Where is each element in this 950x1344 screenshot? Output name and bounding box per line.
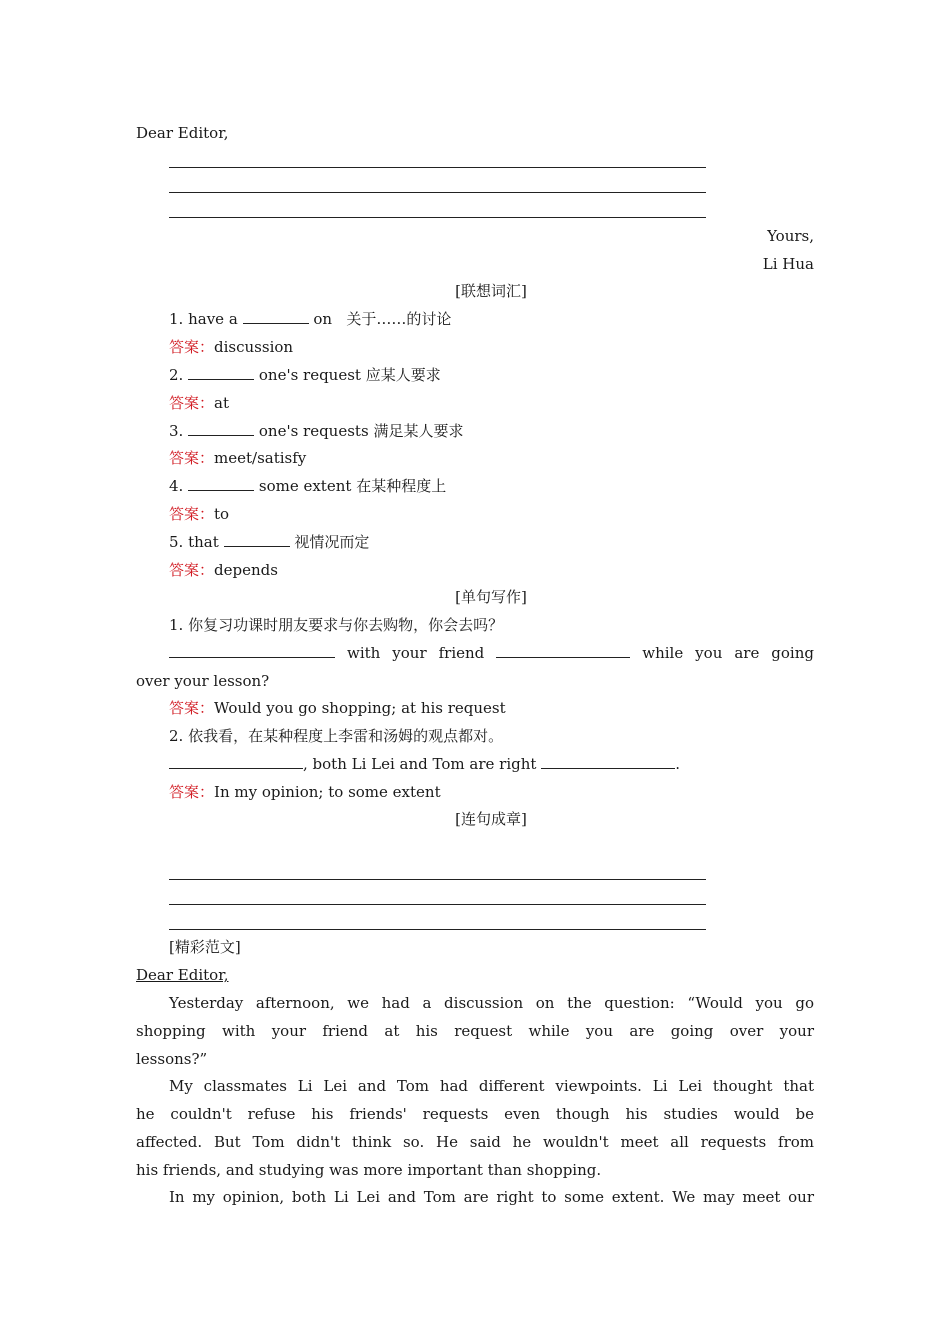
sentence-prompt-1: 1. 你复习功课时朋友要求与你去购物，你会去吗？ xyxy=(169,616,504,634)
section-title-model: [精彩范文] xyxy=(169,938,241,956)
fill-blank xyxy=(169,754,303,769)
writing-line xyxy=(169,879,706,880)
sentence-answer-1: 答案：Would you go shopping; at his request xyxy=(169,699,506,717)
sentence-answer-2: 答案：In my opinion; to some extent xyxy=(169,783,441,801)
vocab-answer-2: 答案：at xyxy=(169,394,229,412)
writing-line xyxy=(169,167,706,168)
model-paragraph-1-line: Yesterday afternoon, we had a discussion on the question: “Would you go xyxy=(169,994,814,1012)
writing-line xyxy=(169,929,706,930)
fill-blank xyxy=(169,643,335,658)
model-paragraph-3-line: In my opinion, both Li Lei and Tom are right to some extent. We may meet our xyxy=(169,1188,814,1206)
fill-blank xyxy=(496,643,630,658)
fill-blank xyxy=(188,365,254,380)
fill-blank xyxy=(541,754,675,769)
vocab-item-5: 5. that 视情况而定 xyxy=(169,533,370,551)
model-greeting: Dear Editor, xyxy=(136,966,229,984)
writing-line xyxy=(169,192,706,193)
model-paragraph-2-line: affected. But Tom didn't think so. He said he wouldn't meet all requests from xyxy=(136,1133,814,1151)
fill-blank xyxy=(188,421,254,436)
vocab-answer-4: 答案：to xyxy=(169,505,230,523)
vocab-item-1: 1. have a on 关于……的讨论 xyxy=(169,310,452,328)
sentence-line-1-cont: over your lesson? xyxy=(136,672,270,690)
model-paragraph-2-line: he couldn't refuse his friends' requests even though his studies would be xyxy=(136,1105,814,1123)
writing-line xyxy=(169,904,706,905)
model-paragraph-1-line: shopping with your friend at his request while you are going over your xyxy=(136,1022,814,1040)
writing-line xyxy=(169,217,706,218)
letter-closing: Yours, xyxy=(767,227,814,245)
vocab-answer-3: 答案：meet/satisfy xyxy=(169,449,307,467)
vocab-item-3: 3. one's requests 满足某人要求 xyxy=(169,422,464,440)
section-title-compose: [连句成章] xyxy=(455,810,527,828)
fill-blank xyxy=(188,476,254,491)
letter-greeting: Dear Editor, xyxy=(136,124,229,142)
model-paragraph-2-line: My classmates Li Lei and Tom had different viewpoints. Li Lei thought that xyxy=(169,1077,814,1095)
model-paragraph-2-line: his friends, and studying was more important than shopping. xyxy=(136,1161,602,1179)
section-title-vocab: [联想词汇] xyxy=(455,282,527,300)
letter-signature: Li Hua xyxy=(762,255,814,273)
vocab-answer-5: 答案：depends xyxy=(169,561,278,579)
vocab-answer-1: 答案：discussion xyxy=(169,338,294,356)
fill-blank xyxy=(243,309,309,324)
section-title-sentences: [单句写作] xyxy=(455,588,527,606)
sentence-line-1: with your friend while you are going xyxy=(169,643,814,663)
fill-blank xyxy=(224,532,290,547)
sentence-prompt-2: 2. 依我看，在某种程度上李雷和汤姆的观点都对。 xyxy=(169,727,504,745)
vocab-item-2: 2. one's request 应某人要求 xyxy=(169,366,441,384)
model-paragraph-1-line: lessons?” xyxy=(136,1050,208,1068)
vocab-item-4: 4. some extent 在某种程度上 xyxy=(169,477,447,495)
sentence-line-2: , both Li Lei and Tom are right . xyxy=(169,754,680,774)
